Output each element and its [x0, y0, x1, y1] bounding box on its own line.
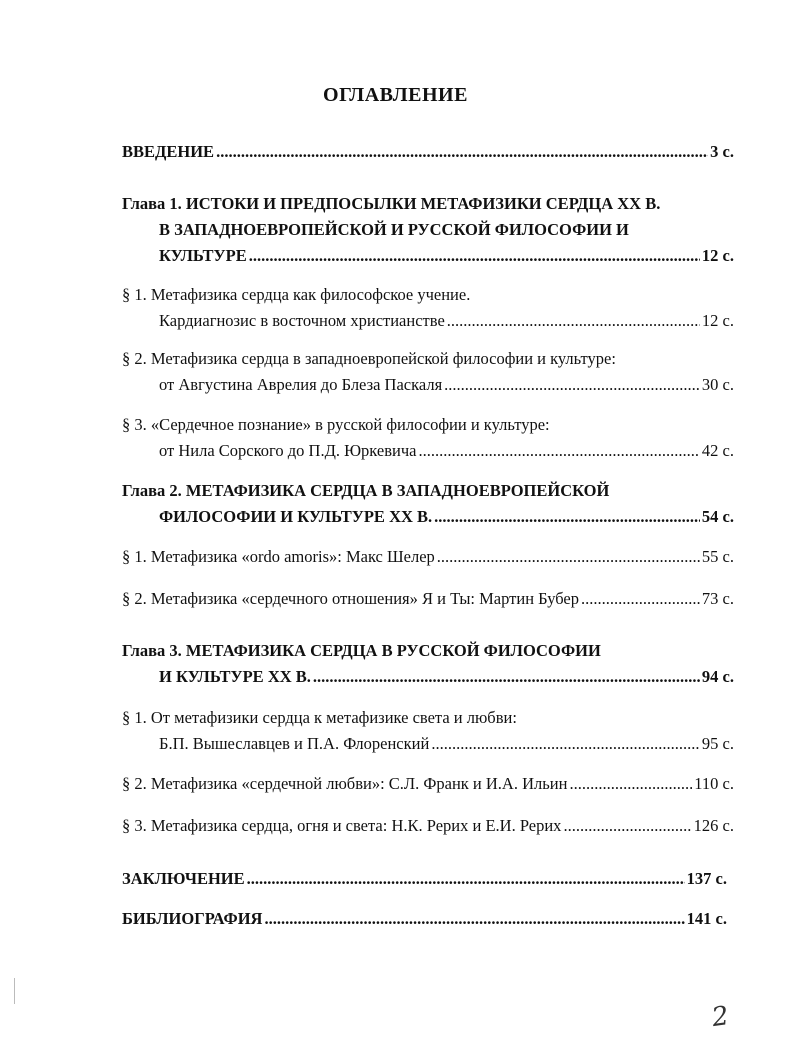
- handwritten-page-number: 2: [709, 1000, 731, 1034]
- toc-entry-chapter-1: [122, 194, 734, 266]
- page-number: 95 с.: [701, 734, 734, 753]
- entry-title: ФИЛОСОФИИ И КУЛЬТУРЕ ХХ В.: [159, 507, 433, 526]
- entry-title: § 1. От метафизики сердца к метафизике света и любви:: [122, 708, 517, 727]
- entry-title: И КУЛЬТУРЕ ХХ В.: [159, 667, 311, 686]
- entry-title: Глава 2. МЕТАФИЗИКА СЕРДЦА В ЗАПАДНОЕВРОПЕЙСКОЙ: [122, 481, 610, 500]
- page-number: 137 с.: [686, 869, 727, 888]
- leader-dots: [447, 311, 700, 331]
- toc-entry-bibliography: [122, 909, 727, 929]
- leader-dots: [249, 246, 700, 266]
- page-number: 12 с.: [701, 246, 734, 265]
- page-number: 94 с.: [701, 667, 734, 686]
- entry-title: § 1. Метафизика сердца как философское учение.: [122, 285, 471, 304]
- leader-dots: [569, 774, 692, 794]
- toc-entry-ch1-section-3: [122, 415, 734, 461]
- entry-title: от Августина Аврелия до Блеза Паскаля: [159, 375, 443, 394]
- toc-entry-ch1-section-1: [122, 285, 734, 331]
- leader-dots: [444, 375, 700, 395]
- leader-dots: [418, 441, 699, 461]
- entry-title: Глава 3. МЕТАФИЗИКА СЕРДЦА В РУССКОЙ ФИЛОСОФИИ: [122, 641, 601, 660]
- page-title: ОГЛАВЛЕНИЕ: [323, 84, 468, 106]
- leader-dots: [313, 667, 700, 687]
- entry-title: В ЗАПАДНОЕВРОПЕЙСКОЙ И РУССКОЙ ФИЛОСОФИИ И: [159, 220, 629, 239]
- leader-dots: [581, 589, 700, 609]
- toc-entry-ch3-section-3: [122, 816, 734, 836]
- toc-entry-ch3-section-2: [122, 774, 734, 794]
- entry-title: § 2. Метафизика «сердечной любви»: С.Л. Франк и И.А. Ильин: [122, 774, 568, 793]
- page-number: 55 с.: [701, 547, 734, 566]
- leader-dots: [431, 734, 700, 754]
- page-number: 73 с.: [701, 589, 734, 608]
- page-number: 42 с.: [701, 441, 734, 460]
- leader-dots: [563, 816, 691, 836]
- leader-dots: [247, 869, 685, 889]
- page-number: 126 с.: [693, 816, 734, 835]
- page-number: 3 с.: [710, 142, 734, 161]
- toc-entry-chapter-2: [122, 481, 734, 527]
- entry-title: Б.П. Вышеславцев и П.А. Флоренский: [159, 734, 430, 753]
- entry-title: § 2. Метафизика «сердечного отношения» Я и Ты: Мартин Бубер: [122, 589, 580, 608]
- entry-title: § 2. Метафизика сердца в западноевропейской философии и культуре:: [122, 349, 616, 368]
- page-number: 141 с.: [686, 909, 727, 928]
- entry-title: БИБЛИОГРАФИЯ: [122, 909, 263, 928]
- toc-entry-ch2-section-2: [122, 589, 734, 609]
- entry-title: § 1. Метафизика «ordo amoris»: Макс Шелер: [122, 547, 435, 566]
- toc-entry-chapter-3: [122, 641, 734, 687]
- toc-entry-ch2-section-1: [122, 547, 734, 567]
- leader-dots: [264, 909, 684, 929]
- entry-title: § 3. Метафизика сердца, огня и света: Н.К. Рерих и Е.И. Рерих: [122, 816, 562, 835]
- entry-title: КУЛЬТУРЕ: [159, 246, 247, 265]
- toc-entry-ch1-section-2: [122, 349, 734, 395]
- page-number: 12 с.: [701, 311, 734, 330]
- leader-dots: [216, 142, 708, 162]
- entry-title: от Нила Сорского до П.Д. Юркевича: [159, 441, 417, 460]
- scan-margin-mark: [14, 978, 16, 1004]
- entry-title: Глава 1. ИСТОКИ И ПРЕДПОСЫЛКИ МЕТАФИЗИКИ СЕРДЦА ХХ В.: [122, 194, 661, 213]
- entry-title: § 3. «Сердечное познание» в русской философии и культуре:: [122, 415, 550, 434]
- entry-title: ЗАКЛЮЧЕНИЕ: [122, 869, 245, 888]
- entry-title: Кардиагнозис в восточном христианстве: [159, 311, 445, 330]
- toc-entry-conclusion: [122, 869, 727, 889]
- leader-dots: [437, 547, 700, 567]
- entry-title: ВВЕДЕНИЕ: [122, 142, 215, 161]
- page-number: 110 с.: [694, 774, 734, 793]
- page-number: 30 с.: [701, 375, 734, 394]
- leader-dots: [434, 507, 700, 527]
- toc-entry-ch3-section-1: [122, 708, 734, 754]
- page-number: 54 с.: [701, 507, 734, 526]
- toc-entry-introduction: [122, 142, 734, 162]
